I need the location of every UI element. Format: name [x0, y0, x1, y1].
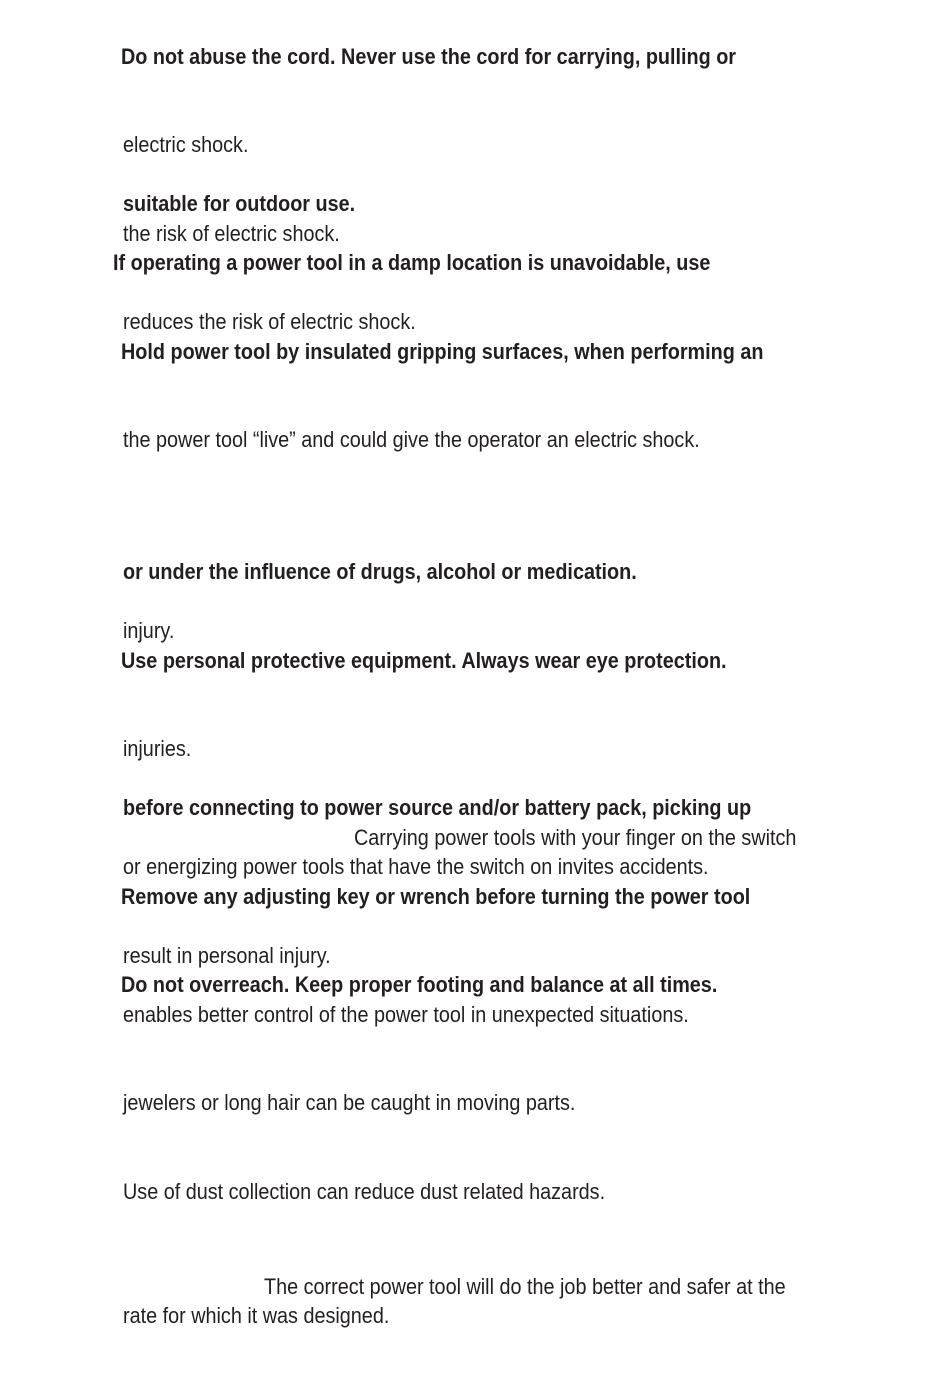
text-line: Carrying power tools with your finger on the switch	[354, 825, 797, 850]
text-line: jewelers or long hair can be caught in moving parts.	[123, 1090, 576, 1115]
text-line: Do not abuse the cord. Never use the cord for carrying, pulling or	[121, 44, 737, 69]
text-line: reduces the risk of electric shock.	[123, 309, 416, 334]
text-line: Hold power tool by insulated gripping surfaces, when performing an	[121, 339, 764, 364]
text-line: Do not overreach. Keep proper footing and balance at all times.	[121, 972, 718, 997]
text-line: or under the influence of drugs, alcohol or medication.	[123, 559, 637, 584]
text-line: or energizing power tools that have the switch on invites accidents.	[123, 854, 709, 879]
text-line: The correct power tool will do the job better and safer at the	[264, 1274, 786, 1299]
text-line: enables better control of the power tool in unexpected situations.	[123, 1002, 689, 1027]
text-line: injury.	[123, 618, 175, 643]
text-line: Use personal protective equipment. Always wear eye protection.	[121, 648, 727, 673]
text-line: the power tool “live” and could give the operator an electric shock.	[123, 427, 700, 452]
text-line: electric shock.	[123, 132, 249, 157]
text-line: before connecting to power source and/or battery pack, picking up	[123, 795, 752, 820]
text-line: suitable for outdoor use.	[123, 191, 356, 216]
text-line: Use of dust collection can reduce dust related hazards.	[123, 1179, 606, 1204]
text-line: If operating a power tool in a damp location is unavoidable, use	[113, 250, 711, 275]
text-line: injuries.	[123, 736, 192, 761]
text-line: result in personal injury.	[123, 943, 331, 968]
text-line: rate for which it was designed.	[123, 1303, 390, 1328]
text-line: Remove any adjusting key or wrench before turning the power tool	[121, 884, 751, 909]
text-line: the risk of electric shock.	[123, 221, 340, 246]
